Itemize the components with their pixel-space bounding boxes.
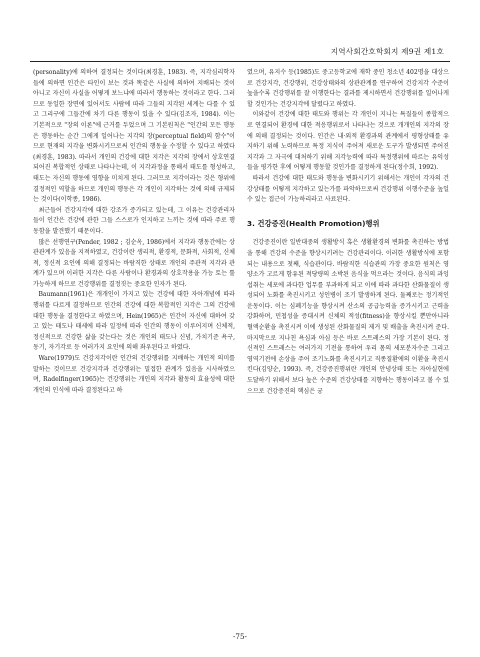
body-paragraph: 많은 선행연구(Pender, 1982 ; 김순옥, 1986)에서 지각과 행동간에는 상관관계가 있음을 지적하였고, 건강이란 생리적, 환경적, 문화적, 사회적, 신체적, 정신적 요인에 의해 결정되는 바람직한 상태로 개인의 주관적 지각과 관계가 있으며 이러한 지각은 다른 사람이나 환경과의 상호작용을 가능 토는 툴가능하게 하므로 건강행위를 결정짓는 중요한 인자가 된다. (33, 238, 235, 288)
body-paragraph: 따라서 건강에 대한 태도와 행동을 변화시키기 위해서는 개인이 각자의 건강상태를 어떻게 지각하고 있는가를 파악하므로써 건강행위 이행수준을 높일 수 있는 접근이 가능하리라고 사료된다. (247, 174, 449, 204)
body-paragraph: Baumann(1961)은 개개인이 가지고 있는 건강에 대한 자아개념에 따라 행위를 다르게 결정하므로 인간의 건강에 대한 복합적인 지각은 그의 건강에 대한 행동을 결정한다고 하였으며, Hein(1965)은 인간이 자신에 대하여 갖고 있는 태도나 태세에 따라 일정에 따라 인간의 행동이 이루어지며 신체적, 정신적으로 건강한 삶을 갖는다는 것은 개인의 태도나 신념, 가치기준 욕구, 동기, 자기각로 등 여러가지 요인에 의해 좌우된다고 하였다. (33, 291, 235, 352)
body-paragraph: 건강증진이란 일반대중의 생활방식 혹은 생활환경의 변화를 촉진하는 방법을 통해 건강의 수준을 향상시키려는 건강관리이다. 이러한 생활방식에 포함되는 내용으로 첫째, 식습관이다. 바람직한 식습관의 가장 중요한 원칙은 영양소가 고르게 함유된 적당량의 소박된 음식을 먹으라는 것이다. 음식의 과잉섭취는 세포에 과다한 업무를 부과하게 되고 이에 따라 과다한 산화물질이 생성되어 노화를 촉진시키고 성인병이 조기 발생하게 된다. 둘째로는 정기적인 운동이다. 이는 심폐기능을 향상시켜 산소의 공급능력을 증가시키고 근력을 강화하며, 민첩성을 증대시켜 신체의 적성(fitness)을 향상시킬 뿐만아니라 혈액순환을 촉진시켜 이에 생성된 산화물질의 제거 및 배출을 촉진시켜 준다. 마지막으로 지나친 욕심과 아심 등은 바로 스트레스의 가장 기본이 된다. 정신적인 스트레스는 여러가지 기전을 통하여 우리 몸의 세포분자수준 그리고 영역기전에 손상을 주어 조기노화를 촉진시키고 직종질환에의 이환을 촉진시킨다(김양순, 1993). 즉, 건강증진행위란 개인의 안녕상태 또는 자아실현에 도달하기 위해서 보다 높은 수준의 건강상태를 지향하는 행동이라고 볼 수 있으므로 건강증진의 핵심은 궁 (247, 239, 449, 395)
page-number: -75- (232, 632, 247, 641)
header-rule (30, 61, 450, 62)
body-paragraph: 최근들어 건강지각에 대한 강조가 증가되고 있는데, 그 이유는 건강관리자들이 인간은 건강에 관한 그들 스스로가 인지하고 느끼는 것에 따라 주로 행동함을 발견했기 때문이다. (33, 206, 235, 235)
body-paragraph: 이와같이 건강에 대한 태도와 행위는 각 개인이 지니는 특질들이 종합적으로 연결되어 환경에 대한 적응행위로서 나타나는 것으로 개개인의 지각의 장에 의해 결정되는 것이다. 인간은 내·외적 환경과의 관계에서 평형상태를 유지하기 위해 노력하므로 특정 지식이 주어져 새로운 도구가 발생되면 주어진 지각과 그 자극에 대처하기 위해 지각능력에 따라 특정행위에 따르는 유익성들을 평가한 후에 어떻게 행동할 것인가를 결정하게 된다(정수희, 1992). (247, 111, 449, 172)
body-paragraph: 였으며, 유지수 등(1985)도 중고등학교에 재학 중인 청소년 402명을 대상으로 건강지각, 건강행위, 건강상태와의 상관관계를 연구하여 건강지각 수준이 높을수록 건강행위를 잘 이행한다는 결과를 제시하면서 건강행위를 일어나게 할 것인가는 건강지각에 달렸다고 하였다. (247, 69, 449, 108)
right-column (247, 68, 449, 633)
section-heading: 3. 건강증진(Health Promotion)행위 (247, 218, 380, 228)
body-paragraph: Ware(1979)도 건강지각이란 인간의 건강행위를 지배하는 개인적 의미를 말하는 것이므로 건강지각과 건강행위는 밀접한 관계가 있음을 시사하였으며, Radelfinger(1965)는 건강행위는 개인의 지각과 활동의 효율성에 대한 개인의 인식에 따라 결정된다고 하 (33, 355, 235, 394)
left-column (33, 68, 235, 633)
body-paragraph: (personality)에 의하여 결정되는 것이다(최경훈, 1983). 즉, 지각심리학자들에 의하면 인간은 타인이 보는 것과 똑같은 사실에 의하여 지배되는 것이 아니고 자신이 사실을 어떻게 보느냐에 따라서 행동하는 것이라고 한다. 그러므로 동일한 장면에 있어서도 사람에 따라 그들의 지각된 세계는 다를 수 있고 그리구에 그들간에 차기 다른 행동이 있을 수 있다(김조자, 1984). 이는 기본적으로 "장의 이론"에 근거를 두었으며 그 기본원칙은 "인간의 모든 행동은 행동하는 순간 그에게 일어나는 지각의 장(perceptual field)의 함수"이므로 현재의 지각을 변화시키므로써 인간의 행동을 수정할 수 있다고 하였다(최경훈, 1983). 따라서 개인의 건강에 대한 지각은 지각의 장에서 상호연결되어진 복합적인 상태로 나타나는데, 이 지각과정을 통해서 태도를 형성하고, 태도는 자신의 행동에 영향을 미치게 된다. 그러므로 지각이라는 것은 형위에 결정적인 역할을 하므로 개인의 행동은 각 개인이 지각하는 것에 의해 규제되는 것이다(이학종, 1986). (33, 69, 235, 204)
running-header: 지역사회간호학회지 제9권 제1호 (330, 47, 444, 56)
